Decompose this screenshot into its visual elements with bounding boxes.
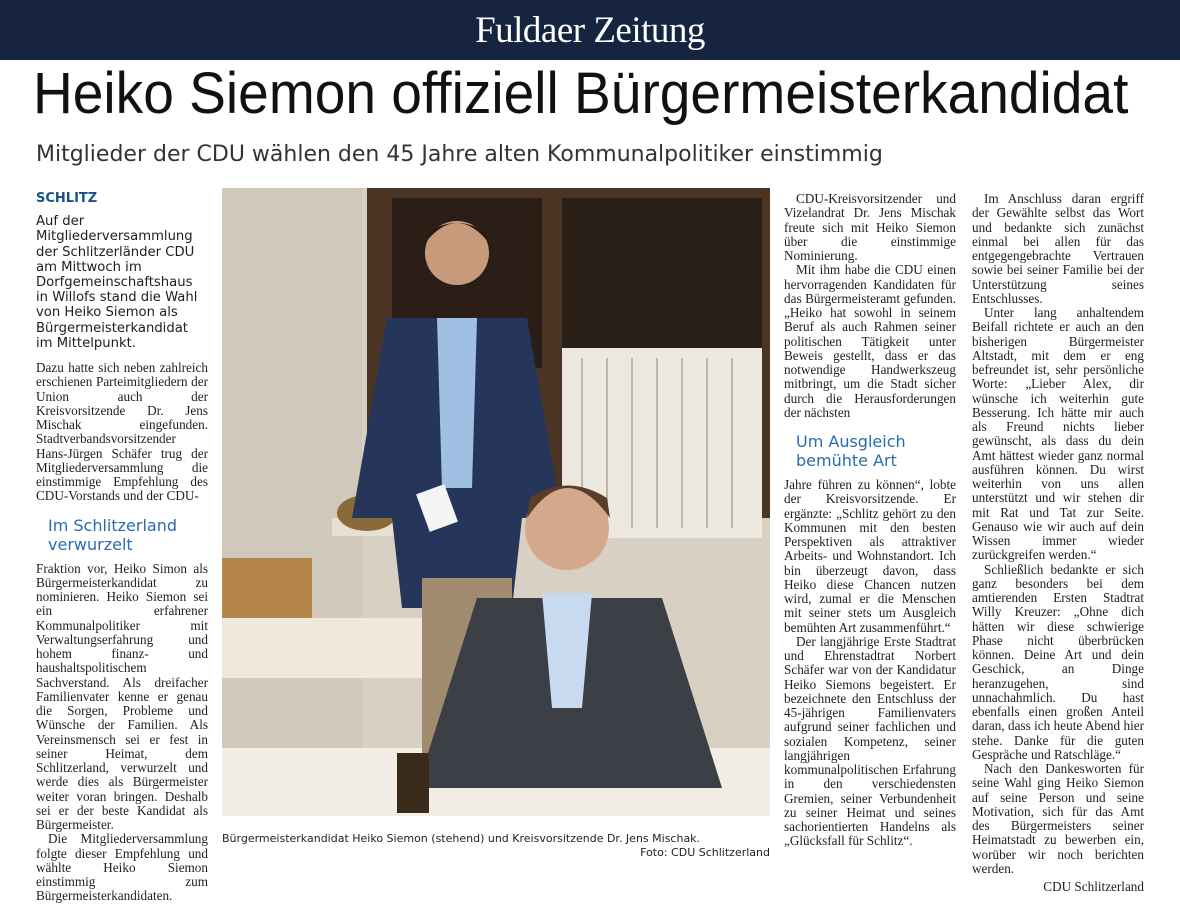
body-paragraph: Fraktion vor, Heiko Simon als Bürgermeisterkandidat zu nominieren. Heiko Siemon sei ein erfahrener Kommunalpolitiker mit Verwaltungserfahrung und hohem finanz- und haushaltspolitischem Sachverstand. Als dreifacher Familienvater kenne er genau die Sorgen, Probleme und Wünsche der Familien. Als Vereinsmensch sei er fest in seiner Heimat, dem Schlitzerland, verwurzelt und werde dies als Bürgermeister weiter voran bringen. Deshalb sei er der beste Kandidat als Bürgermeister. — [36, 560, 208, 833]
dateline-kicker: SCHLITZ — [36, 191, 98, 206]
body-paragraph: CDU-Kreisvorsitzender und Vizelandrat Dr. Jens Mischak freute sich mit Heiko Siemon über die einstimmige Nominierung. — [784, 191, 956, 263]
article-column-2 — [784, 192, 956, 849]
body-paragraph: Im Anschluss daran ergriff der Gewählte selbst das Wort und bedankte sich zunächst einmal bei allen für das entgegengebrachte Vertrauen sowie bei seiner Familie bei der Unterstützung seines Entschlusses. — [972, 191, 1144, 306]
photo-table-left — [222, 618, 432, 678]
photo-caption — [222, 832, 770, 859]
body-paragraph: Nach den Dankesworten für seine Wahl ging Heiko Siemon auf seine Person und seine Motivation, sich für das Amt des Bürgermeisters seiner Heimatstadt zu bewerben ein, worüber wir noch berichten werden. — [972, 761, 1144, 876]
subheading: Im Schlitzerland verwurzelt — [48, 515, 178, 554]
photo-credit: Foto: CDU Schlitzerland — [640, 845, 770, 859]
article-column-1 — [36, 192, 208, 904]
lead-paragraph: Auf der Mitgliederversammlung der Schlitzerländer CDU am Mittwoch im Dorfgemeinschaftshaus in Willofs stand die Wahl von Heiko Siemon als Bürgermeisterkandidat im Mittelpunkt. — [36, 214, 198, 351]
masthead — [0, 0, 1180, 60]
article-headline: Heiko Siemon offiziell Bürgermeisterkandidat — [33, 61, 1129, 126]
photo-wall-left — [222, 188, 362, 816]
body-paragraph: Die Mitgliederversammlung folgte dieser Empfehlung und wählte Heiko Siemon einstimmig zum Bürgermeisterkandidaten. — [36, 831, 208, 904]
masthead-title: Fuldaer Zeitung — [475, 9, 705, 51]
photo-window-pane — [562, 198, 762, 368]
body-paragraph: Unter lang anhaltendem Beifall richtete er auch an den bisherigen Bürgermeister Altstadt, mit dem er eng befreundet ist, sehr persönliche Worte: „Lieber Alex, dir wünsche ich weiterhin gute Besserung. Ich hätte mir auch als Freund nichts lieber gewünscht, als dass du dein Amt hättest wieder ganz normal ausführen können. Du wirst weiterhin von uns allen unterstützt und wir stehen dir mit Rat und Tat zur Seite. Genauso wie wir auch auf dein Wissen immer wieder zurückgreifen werden.“ — [972, 305, 1144, 563]
article-photo — [222, 188, 770, 816]
article-column-3 — [972, 192, 1144, 894]
article-subheadline: Mitglieder der CDU wählen den 45 Jahre alten Kommunalpolitiker einstimmig — [36, 142, 883, 167]
body-paragraph: Mit ihm habe die CDU einen hervorragenden Kandidaten für das Bürgermeisteramt gefunden. „Heiko hat sowohl in seinem Beruf als auch Rahmen seiner politischen Tätigkeit unter Beweis gestellt, dass er das notwendige Handwerkszeug mitbringt, um die Stadt sicher durch die Herausforderungen der nächsten — [784, 262, 956, 420]
body-paragraph: Dazu hatte sich neben zahlreich erschienen Parteimitgliedern der Union auch der Kreisvorsitzende Dr. Jens Mischak eingefunden. Stadtverbandsvorsitzender Hans-Jürgen Schäfer trug der Mitgliederversammlung die einstimmige Empfehlung des CDU-Vorstands und der CDU- — [36, 360, 208, 504]
body-paragraph: Der langjährige Erste Stadtrat und Ehrenstadtrat Norbert Schäfer war von der Kandidatur Heiko Siemons begeistert. Er bezeichnete den Entschluss der 45-jährigen Familienvaters aufgrund seiner fachlichen und sozialen Kompetenz, seiner langjährigen kommunalpolitischen Erfahrung in den verschiedensten Gremien, seiner Verbundenheit zu seiner Heimat und seines sachorientierten Handelns als „Glücksfall für Schlitz“. — [784, 633, 956, 849]
photo-person-standing-shirt — [437, 318, 477, 488]
body-paragraph: Schließlich bedankte er sich ganz besonders bei dem amtierenden Ersten Stadtrat Willy Kreuzer: „Ohne dich hätten wir diese schwierige Phase nicht überbrücken können. Deine Art und dein Geschick, an Dinge heranzugehen, sind unnachahmlich. Du hast ebenfalls einen großen Anteil daran, dass ich heute Abend hier stehe. Danke für die guten Gespräche und Ratschläge.“ — [972, 561, 1144, 762]
subheading: Um Ausgleich bemühte Art — [796, 432, 906, 470]
body-paragraph: Jahre führen zu können“, lobte der Kreisvorsitzende. Er ergänzte: „Schlitz gehört zu den Kommunen mit den besten Perspektiven als attraktiver Arbeits- und Wohnstandort. Ich bin überzeugt davon, dass Heiko diese Chancen nutzen wird, zumal er die Menschen mit seiner stets um Ausgleich bemühten Art zusammenführt.“ — [784, 477, 956, 635]
photo-bottle — [397, 753, 429, 813]
author-signature: CDU Schlitzerland — [1043, 879, 1144, 894]
caption-text: Bürgermeisterkandidat Heiko Siemon (stehend) und Kreisvorsitzende Dr. Jens Mischak. — [222, 832, 701, 845]
